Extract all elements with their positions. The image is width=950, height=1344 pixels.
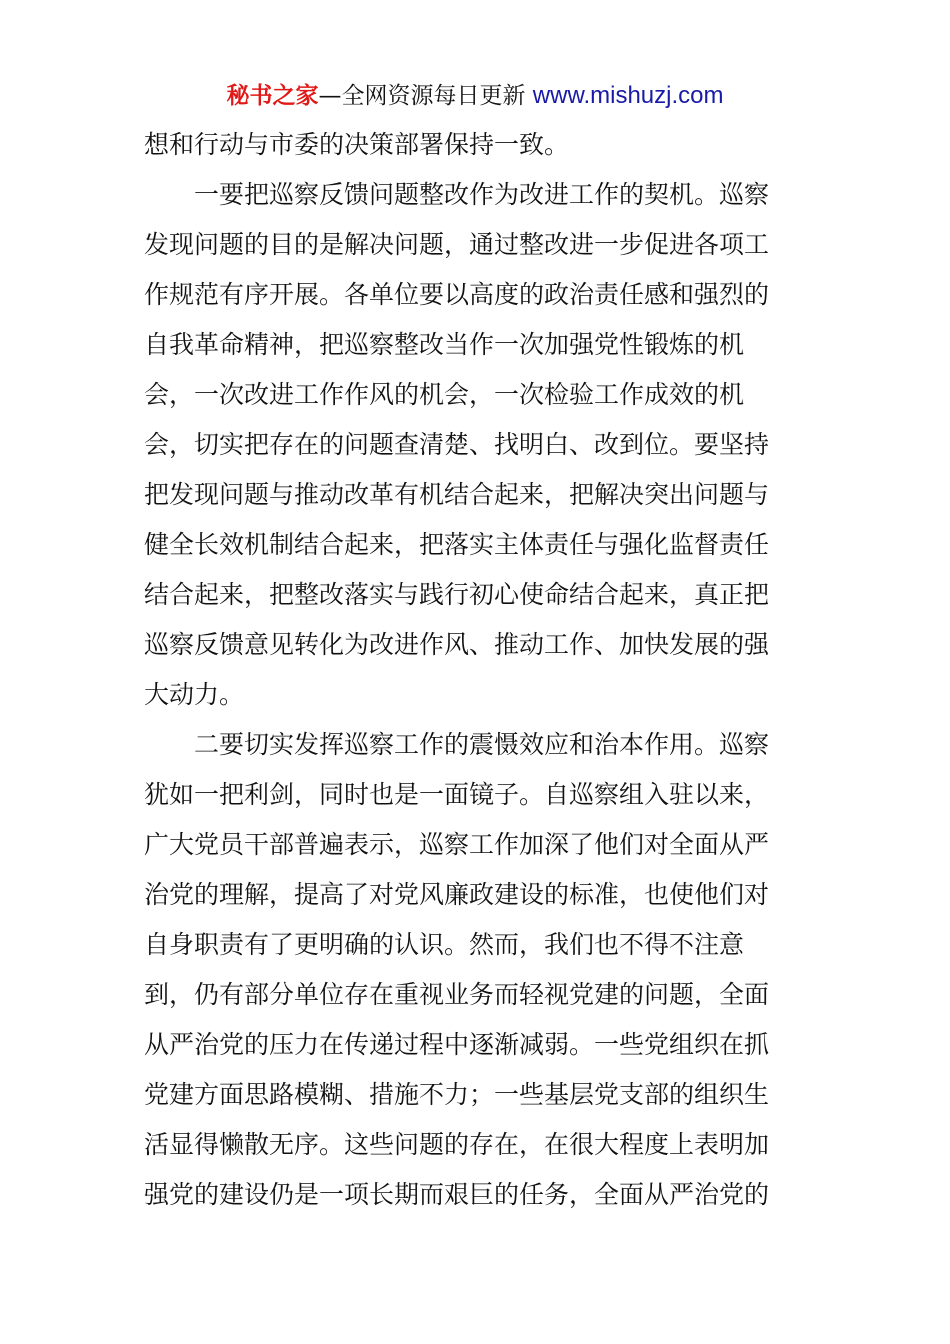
site-brand: 秘书之家 bbox=[226, 83, 319, 109]
text-line-21: 活显得懒散无序。这些问题的存在，在很大程度上表明加 bbox=[144, 1130, 770, 1159]
text-line-3: 发现问题的目的是解决问题，通过整改进一步促进各项工 bbox=[144, 230, 770, 259]
site-header bbox=[0, 80, 950, 112]
text-line-22: 强党的建设仍是一项长期而艰巨的任务，全面从严治党的 bbox=[144, 1180, 770, 1209]
text-line-7: 会，切实把存在的问题查清楚、找明白、改到位。要坚持 bbox=[144, 430, 770, 459]
site-tagline: —全网资源每日更新 bbox=[318, 83, 533, 109]
text-line-4: 作规范有序开展。各单位要以高度的政治责任感和强烈的 bbox=[144, 280, 770, 309]
text-line-10: 结合起来，把整改落实与践行初心使命结合起来，真正把 bbox=[144, 580, 770, 609]
text-line-14: 犹如一把利剑，同时也是一面镜子。自巡察组入驻以来， bbox=[144, 780, 770, 809]
text-line-20: 党建方面思路模糊、措施不力；一些基层党支部的组织生 bbox=[144, 1080, 770, 1109]
site-url-link[interactable]: www.mishuzj.com bbox=[532, 82, 724, 109]
text-line-15: 广大党员干部普遍表示，巡察工作加深了他们对全面从严 bbox=[144, 830, 770, 859]
text-line-11: 巡察反馈意见转化为改进作风、推动工作、加快发展的强 bbox=[144, 630, 770, 659]
text-line-17: 自身职责有了更明确的认识。然而，我们也不得不注意 bbox=[144, 930, 745, 959]
text-line-9: 健全长效机制结合起来，把落实主体责任与强化监督责任 bbox=[144, 530, 770, 559]
paragraph-1-start: 一要把巡察反馈问题整改作为改进工作的契机。巡察 bbox=[194, 180, 770, 209]
paragraph-2-start: 二要切实发挥巡察工作的震慑效应和治本作用。巡察 bbox=[194, 730, 770, 759]
text-line-12: 大动力。 bbox=[144, 680, 245, 709]
document-body bbox=[144, 120, 808, 1220]
text-line-1: 想和行动与市委的决策部署保持一致。 bbox=[144, 130, 570, 159]
text-line-5: 自我革命精神，把巡察整改当作一次加强党性锻炼的机 bbox=[144, 330, 745, 359]
text-line-19: 从严治党的压力在传递过程中逐渐减弱。一些党组织在抓 bbox=[144, 1030, 770, 1059]
text-line-16: 治党的理解，提高了对党风廉政建设的标准，也使他们对 bbox=[144, 880, 770, 909]
text-line-6: 会，一次改进工作作风的机会，一次检验工作成效的机 bbox=[144, 380, 745, 409]
text-line-8: 把发现问题与推动改革有机结合起来，把解决突出问题与 bbox=[144, 480, 770, 509]
text-line-18: 到，仍有部分单位存在重视业务而轻视党建的问题，全面 bbox=[144, 980, 770, 1009]
